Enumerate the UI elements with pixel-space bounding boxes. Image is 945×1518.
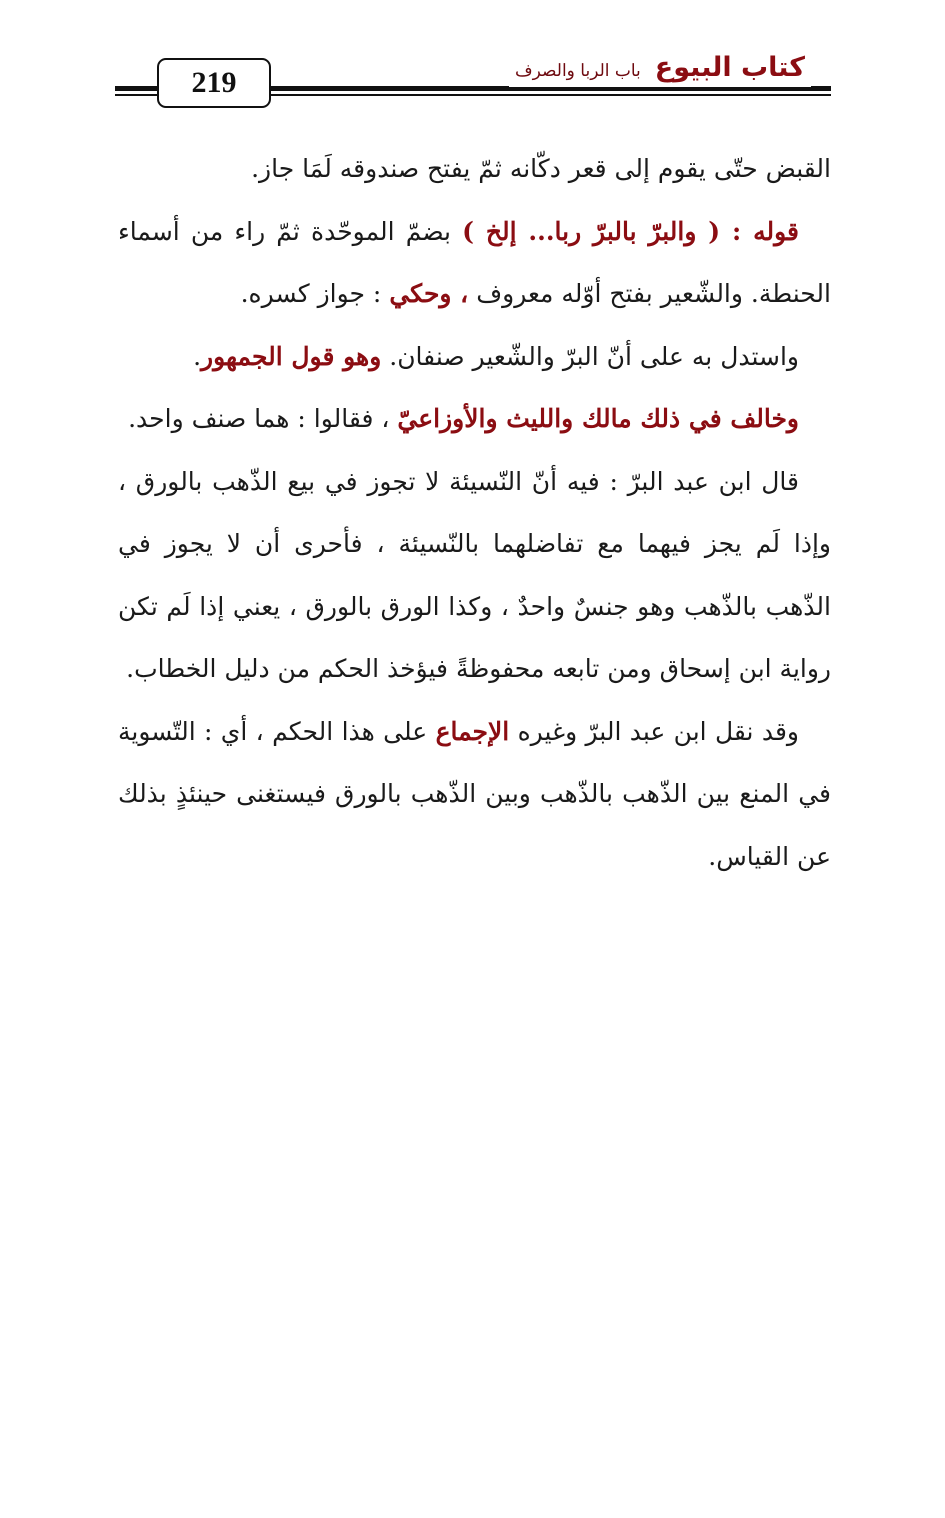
highlighted-text: ، وحكي xyxy=(389,279,469,308)
text-run: . xyxy=(193,341,202,371)
text-run: واستدل به على أنّ البرّ والشّعير صنفان. xyxy=(381,341,799,371)
page-number: 219 xyxy=(157,58,271,108)
text-run: قال ابن عبد البرّ : فيه أنّ النّسيئة لا تجوز في بيع الذّهب بالورق ، وإذا لَم يجز فيهما مع تفاضلهما بالنّسيئة ، فأحرى أن لا يجوز في الذّهب بالذّهب وهو جنسٌ واحدٌ ، وكذا الورق بالورق ، يعني إذا لَم تكن رواية ابن إسحاق ومن تابعه محفوظةً فيؤخذ الحكم من دليل الخطاب. xyxy=(118,466,831,683)
highlighted-text: وخالف في ذلك مالك والليث والأوزاعيّ xyxy=(397,404,799,433)
highlighted-text: الإجماع xyxy=(435,716,510,746)
text-run: بضمّ الموحّدة ثمّ راء من أسماء الحنطة. والشّعير بفتح أوّله معروف xyxy=(118,216,831,308)
text-run: وقد نقل ابن عبد البرّ وغيره xyxy=(509,716,799,746)
paragraph xyxy=(118,451,831,701)
text-run: القبض حتّى يقوم إلى قعر دكّانه ثمّ يفتح صندوقه لَمَا جاز. xyxy=(251,154,831,183)
paragraph xyxy=(118,701,831,889)
paragraph xyxy=(118,138,831,201)
paragraph xyxy=(118,388,831,451)
text-run: على هذا الحكم ، أي : التّسوية في المنع بين الذّهب بالذّهب وبين الذّهب بالورق فيستغنى حينئذٍ بذلك عن القياس. xyxy=(118,716,831,871)
chapter-title: باب الربا والصرف xyxy=(515,61,641,81)
paragraph xyxy=(118,326,831,389)
highlighted-text: قوله : ( والبرّ بالبرّ ربا... إلخ ) xyxy=(462,216,799,246)
text-run: : جواز كسره. xyxy=(240,279,390,308)
page-header xyxy=(115,52,831,108)
running-head xyxy=(509,52,811,87)
text-run: ، فقالوا : هما صنف واحد. xyxy=(128,404,398,433)
book-title: كتاب البيوع xyxy=(654,52,805,83)
body-text xyxy=(118,138,831,888)
highlighted-text: وهو قول الجمهور xyxy=(201,341,382,371)
paragraph xyxy=(118,201,831,326)
